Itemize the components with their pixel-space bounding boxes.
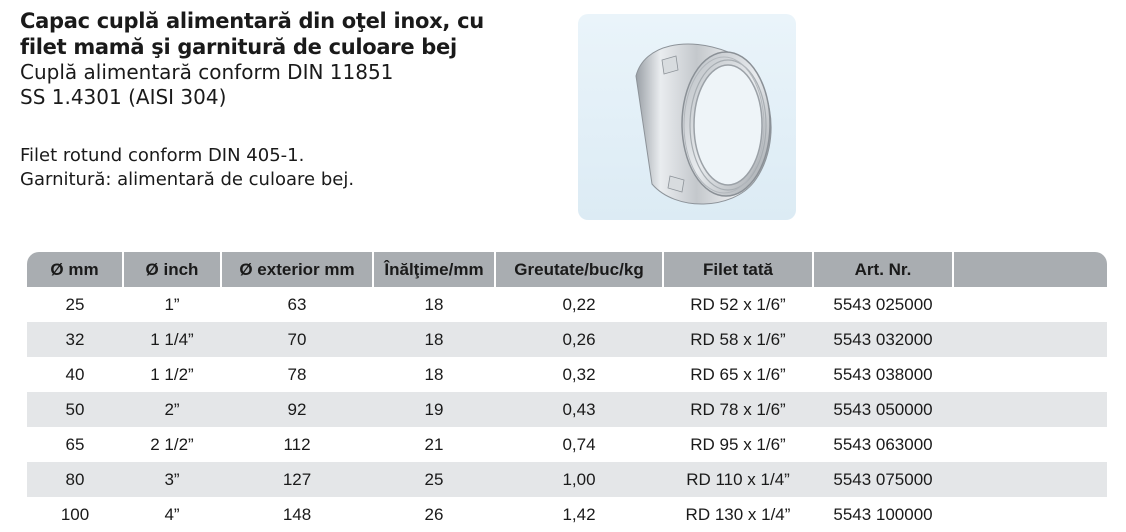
cell-male-thread: RD 95 x 1/6” bbox=[690, 434, 786, 454]
cell-diameter-inch: 1” bbox=[164, 294, 180, 314]
table-row bbox=[27, 462, 1107, 497]
col-header-exterior-diameter: Ø exterior mm bbox=[221, 252, 373, 287]
cell-article-number: 5543 025000 bbox=[833, 294, 933, 314]
cell-empty bbox=[953, 427, 1107, 462]
cell-diameter-mm: 65 bbox=[65, 434, 85, 454]
cell-article-number: 5543 032000 bbox=[813, 322, 953, 357]
cell-height: 21 bbox=[424, 434, 444, 454]
table-header-row bbox=[27, 252, 1107, 287]
threaded-ring-photo-icon bbox=[578, 14, 796, 220]
cell-weight: 0,74 bbox=[562, 434, 596, 454]
cell-male-thread: RD 78 x 1/6” bbox=[663, 392, 813, 427]
cell-male-thread: RD 58 x 1/6” bbox=[663, 322, 813, 357]
table-row bbox=[27, 357, 1107, 392]
product-header bbox=[20, 8, 560, 110]
cell-diameter-inch: 2” bbox=[123, 392, 221, 427]
cell-height: 18 bbox=[424, 364, 444, 384]
cell-male-thread: RD 65 x 1/6” bbox=[690, 364, 786, 384]
product-standard: Cuplă alimentară conform DIN 11851 bbox=[20, 60, 394, 84]
cell-height: 18 bbox=[373, 322, 495, 357]
col-header-weight: Greutate/buc/kg bbox=[495, 252, 663, 287]
table-row bbox=[27, 497, 1107, 532]
cell-exterior-diameter: 127 bbox=[221, 462, 373, 497]
col-header-article-number: Art. Nr. bbox=[813, 252, 953, 287]
gasket-note: Garnitură: alimentară de culoare bej. bbox=[20, 169, 355, 190]
cell-diameter-inch: 1 1/2” bbox=[150, 364, 194, 384]
cell-diameter-mm: 100 bbox=[60, 504, 90, 524]
cell-empty bbox=[953, 462, 1107, 497]
col-header-diameter-mm: Ø mm bbox=[27, 252, 123, 287]
cell-exterior-diameter: 112 bbox=[283, 434, 311, 454]
cell-weight: 0,26 bbox=[495, 322, 663, 357]
cell-empty bbox=[953, 497, 1107, 532]
product-title-line-1: Capac cuplă alimentară din oţel inox, cu bbox=[20, 9, 484, 33]
cell-article-number: 5543 100000 bbox=[833, 504, 933, 524]
cell-diameter-mm: 80 bbox=[27, 462, 123, 497]
product-description bbox=[20, 144, 354, 192]
cell-exterior-diameter: 148 bbox=[282, 504, 312, 524]
cell-male-thread: RD 130 x 1/4” bbox=[685, 504, 791, 524]
product-title-line-2: filet mamă şi garnitură de culoare bej bbox=[20, 35, 457, 59]
table-row bbox=[27, 427, 1107, 462]
cell-diameter-inch: 3” bbox=[123, 462, 221, 497]
cell-height: 18 bbox=[424, 294, 444, 314]
product-photo bbox=[578, 14, 796, 220]
cell-exterior-diameter: 63 bbox=[287, 294, 307, 314]
col-header-empty bbox=[953, 252, 1107, 287]
cell-male-thread: RD 52 x 1/6” bbox=[690, 294, 786, 314]
cell-weight: 1,42 bbox=[562, 504, 596, 524]
cell-diameter-inch: 2 1/2” bbox=[150, 434, 194, 454]
spec-table bbox=[27, 252, 1107, 532]
col-header-diameter-inch: Ø inch bbox=[123, 252, 221, 287]
table-row bbox=[27, 392, 1107, 427]
cell-empty bbox=[953, 322, 1107, 357]
cell-diameter-mm: 32 bbox=[27, 322, 123, 357]
col-header-height: Înălţime/mm bbox=[373, 252, 495, 287]
cell-empty bbox=[953, 287, 1107, 322]
cell-diameter-inch: 4” bbox=[164, 504, 180, 524]
col-header-male-thread: Filet tată bbox=[663, 252, 813, 287]
product-material: SS 1.4301 (AISI 304) bbox=[20, 85, 227, 109]
table-row bbox=[27, 322, 1107, 357]
thread-note: Filet rotund conform DIN 405-1. bbox=[20, 145, 305, 166]
cell-height: 19 bbox=[373, 392, 495, 427]
cell-diameter-inch: 1 1/4” bbox=[123, 322, 221, 357]
cell-article-number: 5543 063000 bbox=[833, 434, 933, 454]
cell-article-number: 5543 038000 bbox=[833, 364, 933, 384]
cell-article-number: 5543 050000 bbox=[813, 392, 953, 427]
cell-exterior-diameter: 92 bbox=[221, 392, 373, 427]
cell-height: 26 bbox=[424, 504, 444, 524]
cell-weight: 0,22 bbox=[562, 294, 596, 314]
cell-diameter-mm: 50 bbox=[27, 392, 123, 427]
cell-exterior-diameter: 70 bbox=[221, 322, 373, 357]
cell-diameter-mm: 25 bbox=[65, 294, 85, 314]
cell-exterior-diameter: 78 bbox=[287, 364, 307, 384]
cell-empty bbox=[953, 357, 1107, 392]
cell-weight: 0,32 bbox=[562, 364, 596, 384]
cell-weight: 0,43 bbox=[495, 392, 663, 427]
cell-male-thread: RD 110 x 1/4” bbox=[663, 462, 813, 497]
cell-article-number: 5543 075000 bbox=[813, 462, 953, 497]
cell-empty bbox=[953, 392, 1107, 427]
cell-height: 25 bbox=[373, 462, 495, 497]
cell-diameter-mm: 40 bbox=[65, 364, 85, 384]
cell-weight: 1,00 bbox=[495, 462, 663, 497]
table-row bbox=[27, 287, 1107, 322]
